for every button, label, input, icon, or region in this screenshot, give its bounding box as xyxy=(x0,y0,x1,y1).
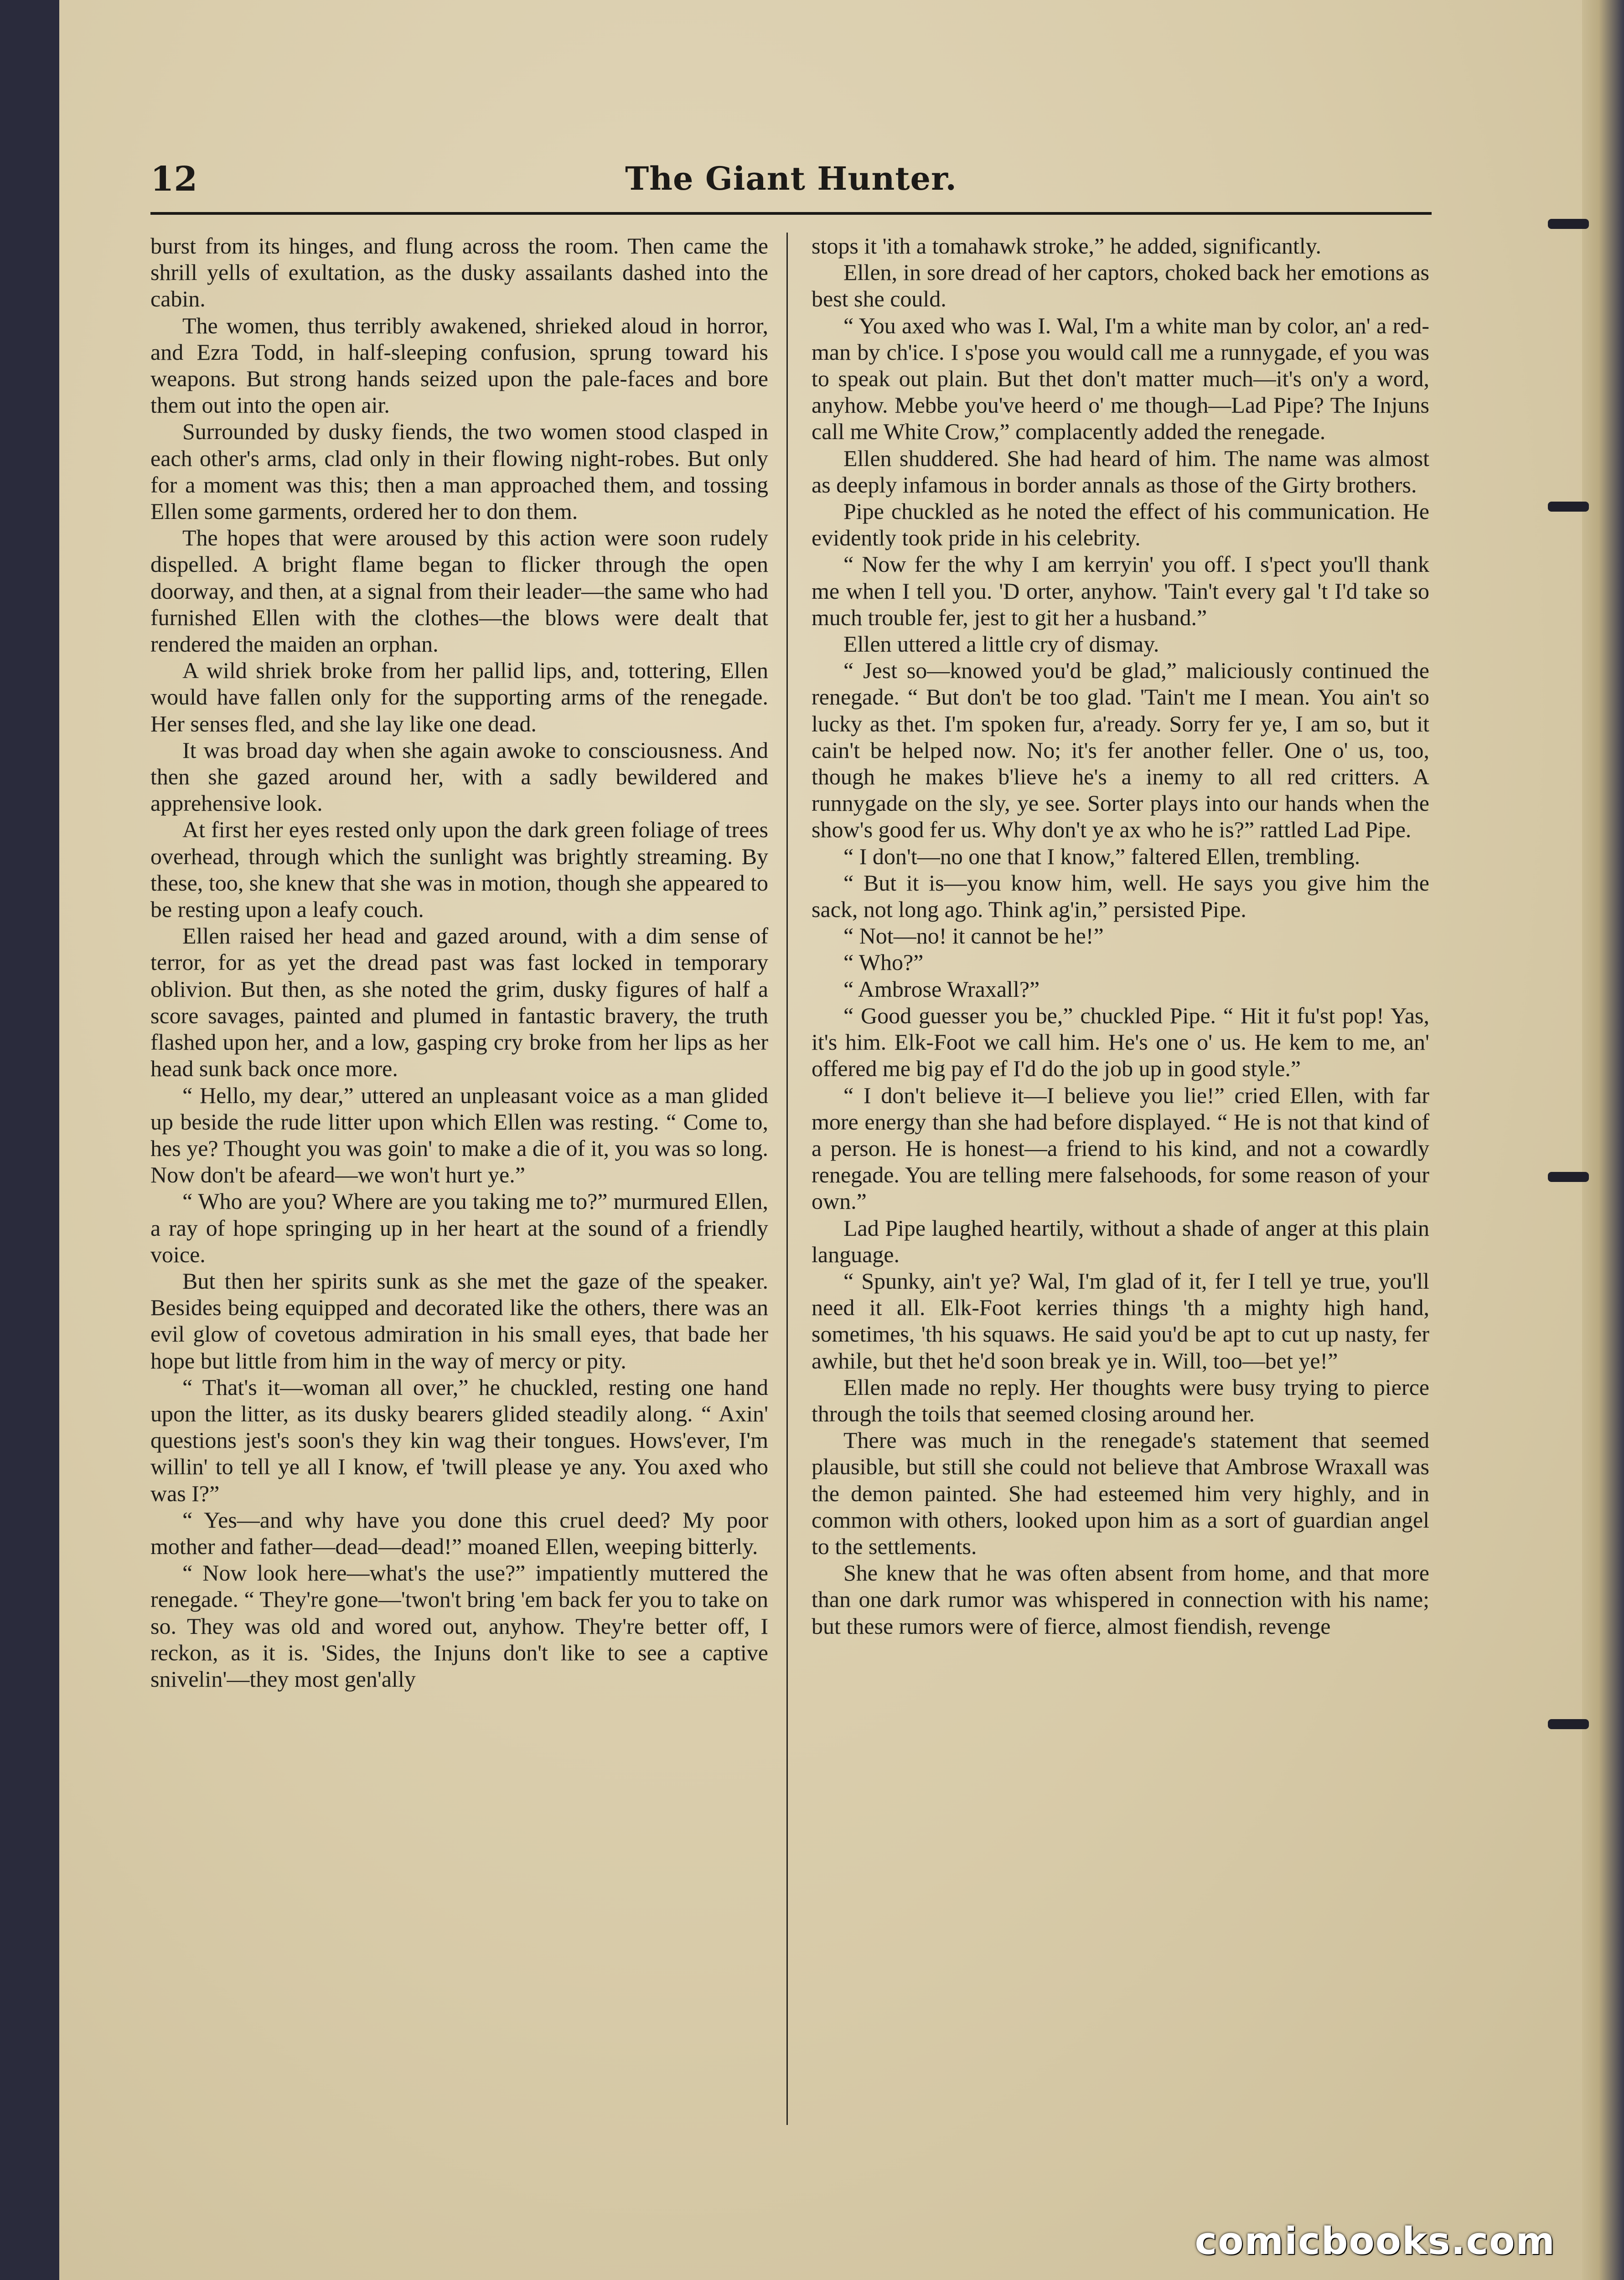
paragraph: Ellen, in sore dread of her captors, choked back her emotions as best she could. xyxy=(812,259,1429,312)
paragraph: It was broad day when she again awoke to consciousness. And then she gazed around her, with a sadly bewildered and apprehensive look. xyxy=(150,737,768,816)
paragraph: “ Hello, my dear,” uttered an unpleasant voice as a man glided up beside the rude litter upon which Ellen was resting. “ Come to, hes ye? Thought you was goin' to make a die of it, you was so long. Now don't be afeard—we won't hurt ye.” xyxy=(150,1082,768,1188)
header-rule xyxy=(150,212,1432,215)
paragraph: “ Spunky, ain't ye? Wal, I'm glad of it, fer I tell ye true, you'll need it all. Elk-Foot kerries things 'th a mighty high hand, sometimes, 'th his squaws. He said you'd be apt to cut up nasty, fer awhile, but thet he'd soon break ye in. Will, too—bet ye!” xyxy=(812,1268,1429,1373)
column-divider xyxy=(786,233,788,2125)
paragraph: There was much in the renegade's statement that seemed plausible, but still she could not believe that Ambrose Wraxall was the demon painted. She had esteemed him very highly, and in common with others, looked upon him as a sort of guardian angel to the settlements. xyxy=(812,1427,1429,1559)
paragraph: “ Good guesser you be,” chuckled Pipe. “ Hit it fu'st pop! Yas, it's him. Elk-Foot we call him. He's one o' us. He kem to me, an' offered me big pay ef I'd do the job up in good style.” xyxy=(812,1002,1429,1082)
paragraph: The women, thus terribly awakened, shrieked aloud in horror, and Ezra Todd, in half-sleeping confusion, sprung toward his weapons. But strong hands seized upon the pale-faces and bore them out into the open air. xyxy=(150,312,768,418)
paragraph: stops it 'ith a tomahawk stroke,” he added, significantly. xyxy=(812,233,1322,259)
paragraph: “ Now fer the why I am kerryin' you off. I s'pect you'll thank me when I tell you. 'D orter, anyhow. 'Tain't every gal 't I'd take so much trouble fer, jest to git her a husband.” xyxy=(812,551,1429,630)
page-number: 12 xyxy=(150,160,197,199)
paragraph: A wild shriek broke from her pallid lips, and, tottering, Ellen would have fallen only for the supporting arms of the renegade. Her senses fled, and she lay like one dead. xyxy=(150,658,768,736)
binding-stitch xyxy=(1548,219,1589,229)
paragraph: “ I don't believe it—I believe you lie!” cried Ellen, with far more energy than she had before displayed. “ He is not that kind of a person. He is honest—a friend to his kind, and not a cowardly renegade. You are telling mere falsehoods, for some reason of your own.” xyxy=(812,1082,1429,1214)
paragraph: “ Who?” xyxy=(843,949,924,975)
paragraph: “ Not—no! it cannot be he!” xyxy=(843,923,1104,949)
paragraph: Ellen made no reply. Her thoughts were busy trying to pierce through the toils that seemed closing around her. xyxy=(812,1374,1429,1426)
page-header xyxy=(150,150,1432,219)
paragraph: “ That's it—woman all over,” he chuckled, resting one hand upon the litter, as its dusky bearers glided steadily along. “ Axin' questions jest's soon's they kin wag their tongues. Hows'ever, I'm willin' to tell ye all I know, ef 'twill please ye any. You axed who was I?” xyxy=(150,1374,768,1506)
paragraph: Ellen raised her head and gazed around, with a dim sense of terror, for as yet the dread past was fast locked in temporary oblivion. But then, as she noted the grim, dusky figures of half a score savages, painted and plumed in fantastic bravery, the truth flashed upon her, and a low, gasping cry broke from her lips as her head sunk back once more. xyxy=(150,923,768,1082)
paragraph: Ellen shuddered. She had heard of him. The name was almost as deeply infamous in border annals as those of the Girty brothers. xyxy=(812,445,1429,497)
paragraph: “ Now look here—what's the use?” impatiently muttered the renegade. “ They're gone—'twon't bring 'em back fer you to take on so. They was old and wored out, anyhow. They're better off, I reckon, as it is. 'Sides, the Injuns don't like to see a captive snivelin'—they most gen'ally xyxy=(150,1560,768,1692)
paragraph: Pipe chuckled as he noted the effect of his communication. He evidently took pride in his celebrity. xyxy=(812,498,1429,551)
paragraph: She knew that he was often absent from home, and that more than one dark rumor was whispered in connection with his name; but these rumors were of fierce, almost fiendish, revenge xyxy=(812,1560,1429,1639)
binding-stitch xyxy=(1548,502,1589,512)
paragraph: Surrounded by dusky fiends, the two women stood clasped in each other's arms, clad only in their flowing night-robes. But only for a moment was this; then a man approached them, and tossing Ellen some garments, ordered her to don them. xyxy=(150,419,768,524)
paragraph: burst from its hinges, and flung across the room. Then came the shrill yells of exultation, as the dusky assailants dashed into the cabin. xyxy=(150,233,768,312)
left-column xyxy=(150,233,768,2125)
text-columns xyxy=(150,233,1432,2125)
paragraph: “ Yes—and why have you done this cruel deed? My poor mother and father—dead—dead!” moaned Ellen, weeping bitterly. xyxy=(150,1507,768,1559)
binding-stitch xyxy=(1548,1172,1589,1182)
paragraph: At first her eyes rested only upon the dark green foliage of trees overhead, through which the sunlight was brightly streaming. By these, too, she knew that she was in motion, though she appeared to be resting upon a leafy couch. xyxy=(150,817,768,922)
watermark-text: comicbooks.com xyxy=(1195,2220,1556,2263)
binding-stitch xyxy=(1548,1719,1589,1729)
paragraph: “ Ambrose Wraxall?” xyxy=(843,976,1040,1002)
paragraph: Ellen uttered a little cry of dismay. xyxy=(843,631,1159,657)
paragraph: “ But it is—you know him, well. He says you give him the sack, not long ago. Think ag'in,” persisted Pipe. xyxy=(812,870,1429,922)
paragraph: But then her spirits sunk as she met the gaze of the speaker. Besides being equipped and decorated like the others, there was an evil glow of covetous admiration in his small eyes, that bade her hope but little from him in the way of mercy or pity. xyxy=(150,1268,768,1373)
paragraph: “ Jest so—knowed you'd be glad,” maliciously continued the renegade. “ But don't be too glad. 'Tain't me I mean. You ain't so lucky as thet. I'm spoken fur, a'ready. Sorry fer ye, I am so, but it cain't be helped now. No; it's fer another feller. One o' us, too, though he makes b'lieve he's a inemy to all red critters. A runnygade on the sly, ye see. Sorter plays into our hands when the show's good fer us. Why don't ye ax who he is?” rattled Lad Pipe. xyxy=(812,658,1429,843)
running-title: The Giant Hunter. xyxy=(625,160,957,197)
right-column xyxy=(812,233,1429,2125)
paragraph: “ I don't—no one that I know,” faltered Ellen, trembling. xyxy=(843,843,1360,869)
paragraph: “ You axed who was I. Wal, I'm a white man by color, an' a red-man by ch'ice. I s'pose you would call me a runnygade, ef you was to speak out plain. But thet don't matter much—it's on'y a word, anyhow. Mebbe you've heerd o' me though—Lad Pipe? The Injuns call me White Crow,” complacently added the renegade. xyxy=(812,312,1429,445)
paragraph: The hopes that were aroused by this action were soon rudely dispelled. A bright flame began to flicker through the open doorway, and then, at a signal from their leader—the same who had furnished Ellen with the clothes—the blows were dealt that rendered the maiden an orphan. xyxy=(150,525,768,657)
paragraph: Lad Pipe laughed heartily, without a shade of anger at this plain language. xyxy=(812,1215,1429,1267)
page-binding-edge xyxy=(1582,0,1624,2280)
paragraph: “ Who are you? Where are you taking me to?” murmured Ellen, a ray of hope springing up in her heart at the sound of a friendly voice. xyxy=(150,1188,768,1267)
